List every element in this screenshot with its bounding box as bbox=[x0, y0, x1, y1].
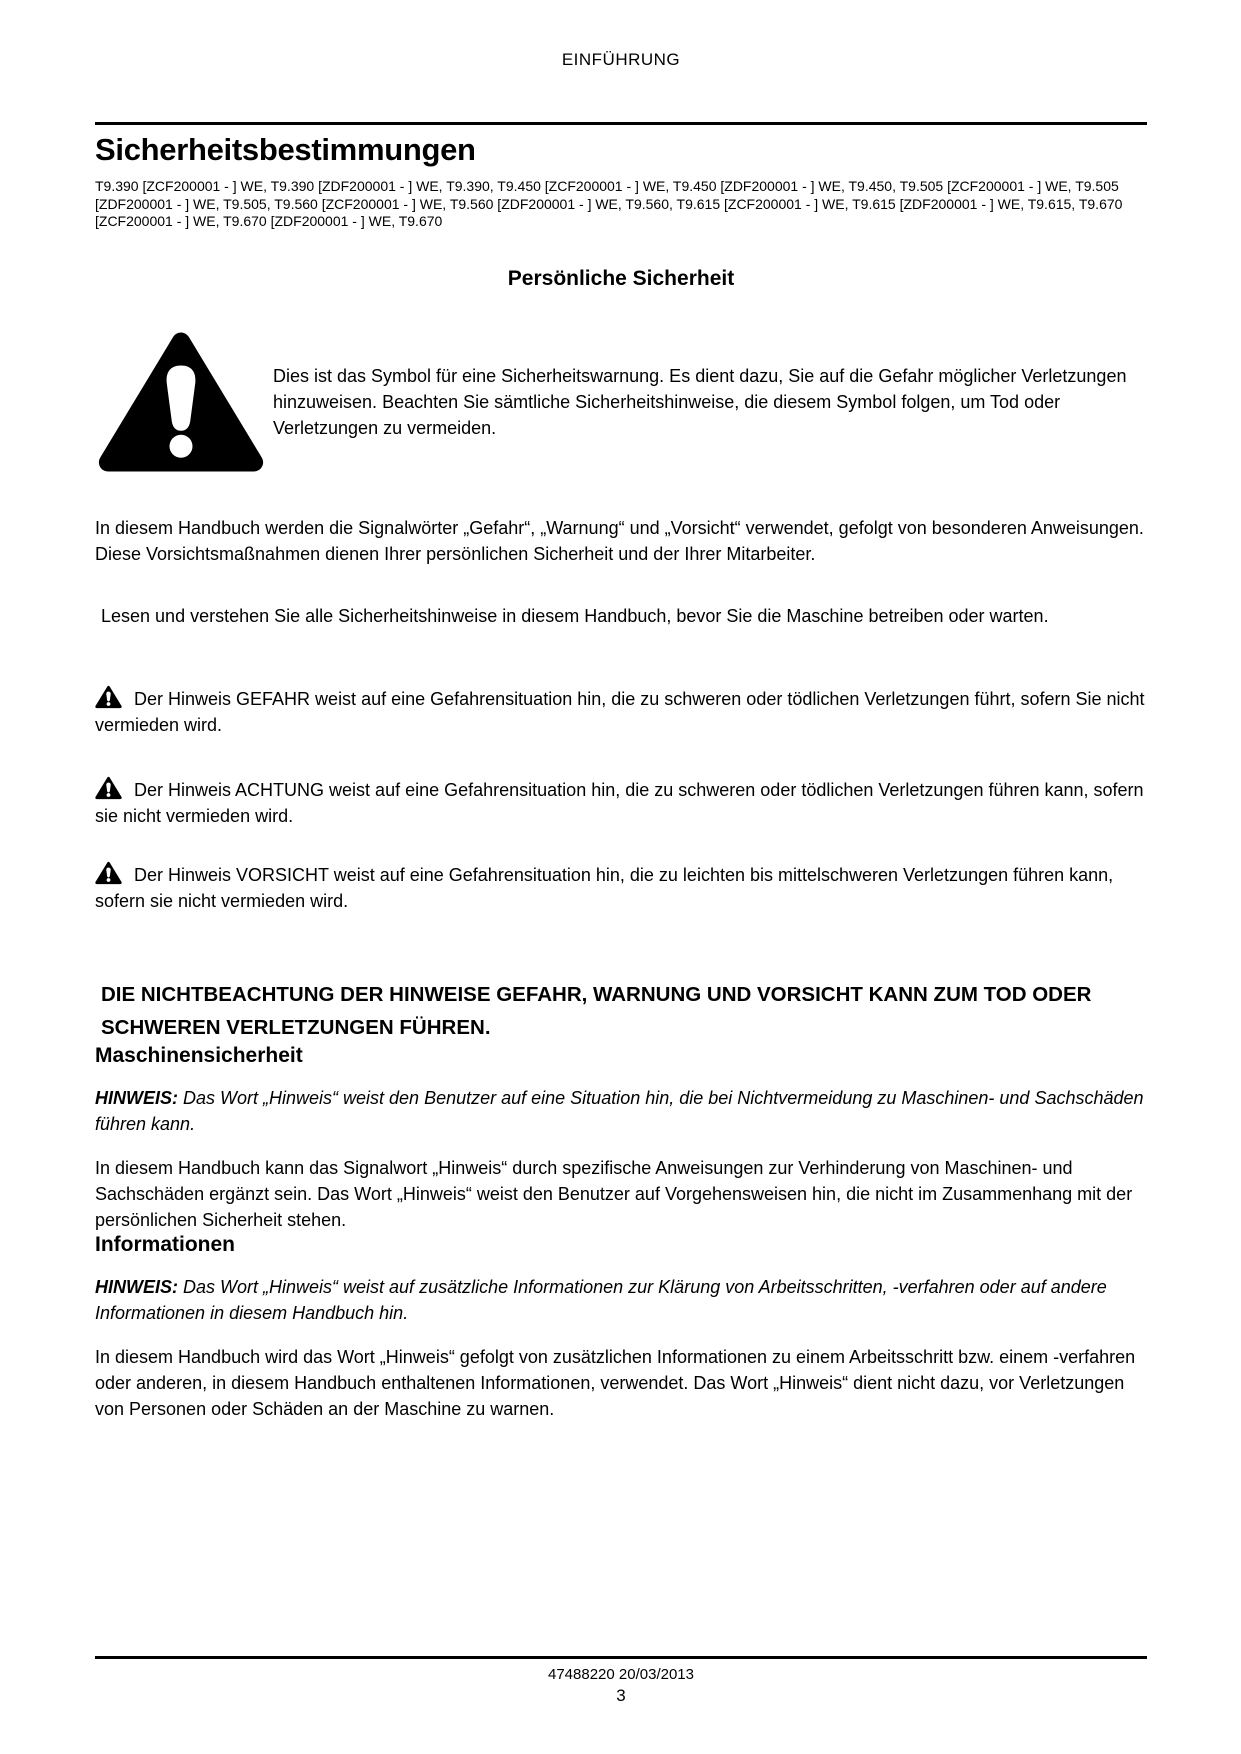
danger-note-text: Der Hinweis GEFAHR weist auf eine Gefahrensituation hin, die zu schweren oder tödlichen Verletzungen führt, sofern Sie nicht vermieden wird. bbox=[95, 688, 1145, 735]
machine-safety-paragraph: In diesem Handbuch kann das Signalwort „Hinweis“ durch spezifische Anweisungen zur Verhinderung von Maschinen- und Sachschäden ergänzt sein. Das Wort „Hinweis“ weist den Benutzer auf Vorgehensweisen hin, die nicht im Zusammenhang mit der persönlichen Sicherheit stehen. bbox=[95, 1157, 1133, 1230]
warning-triangle-icon bbox=[95, 329, 273, 475]
warning-note bbox=[95, 776, 1147, 829]
machine-safety-notice bbox=[95, 1085, 1147, 1137]
notice-label: HINWEIS: bbox=[95, 1087, 178, 1108]
warning-note-text: Der Hinweis ACHTUNG weist auf eine Gefahrensituation hin, die zu schweren oder tödlichen Verletzungen führen kann, sofern sie nicht vermieden wird. bbox=[95, 779, 1144, 826]
model-list: T9.390 [ZCF200001 - ] WE, T9.390 [ZDF200001 - ] WE, T9.390, T9.450 [ZCF200001 - ] WE, T9.450 [ZDF200001 - ] WE, T9.450, T9.505 [ZCF200001 - ] WE, T9.505 [ZDF200001 - ] WE, T9.505, T9.560 [ZCF200001 - ] WE, T9.560 [ZDF200001 - ] WE, T9.560, T9.615 [ZCF200001 - ] WE, T9.615 [ZDF200001 - ] WE, T9.615, T9.670 [ZCF200001 - ] WE, T9.670 [ZDF200001 - ] WE, T9.670 bbox=[95, 178, 1123, 229]
footer-rule bbox=[95, 1656, 1147, 1659]
safety-alert-block bbox=[95, 329, 1147, 475]
information-notice bbox=[95, 1274, 1147, 1326]
page-footer bbox=[95, 1656, 1147, 1706]
header-rule bbox=[95, 122, 1147, 125]
caution-note bbox=[95, 861, 1147, 914]
warning-triangle-icon bbox=[95, 865, 134, 885]
notice-text: Das Wort „Hinweis“ weist auf zusätzliche Informationen zur Klärung von Arbeitsschritten, -verfahren oder auf andere Informationen in diesem Handbuch hin. bbox=[95, 1276, 1107, 1323]
danger-note bbox=[95, 685, 1147, 738]
signal-words-paragraph: In diesem Handbuch werden die Signalwörter „Gefahr“, „Warnung“ und „Vorsicht“ verwendet, gefolgt von besonderen Anweisungen. Diese Vorsichtsmaßnahmen dienen Ihrer persönlichen Sicherheit und der Ihrer Mitarbeiter. bbox=[95, 517, 1144, 564]
warning-statement: DIE NICHTBEACHTUNG DER HINWEISE GEFAHR, WARNUNG UND VORSICHT KANN ZUM TOD ODER SCHWEREN VERLETZUNGEN FÜHREN. bbox=[101, 982, 1092, 1039]
section-heading-information: Informationen bbox=[95, 1232, 235, 1256]
information-paragraph: In diesem Handbuch wird das Wort „Hinweis“ gefolgt von zusätzlichen Informationen zu einem Arbeitsschritt bzw. einem -verfahren oder anderen, in diesem Handbuch enthaltenen Informationen, verwendet. Das Wort „Hinweis“ dient nicht dazu, vor Verletzungen von Personen oder Schäden an der Maschine zu warnen. bbox=[95, 1346, 1136, 1419]
safety-symbol-paragraph: Dies ist das Symbol für eine Sicherheitswarnung. Es dient dazu, Sie auf die Gefahr möglicher Verletzungen hinzuweisen. Beachten Sie sämtliche Sicherheitshinweise, die diesem Symbol folgen, um Tod oder Verletzungen zu vermeiden. bbox=[273, 365, 1127, 438]
running-header: EINFÜHRUNG bbox=[561, 50, 681, 69]
section-heading-machine-safety: Maschinensicherheit bbox=[95, 1043, 303, 1067]
read-instructions-paragraph: Lesen und verstehen Sie alle Sicherheitshinweise in diesem Handbuch, bevor Sie die Maschine betreiben oder warten. bbox=[101, 605, 1049, 626]
section-heading-personal-safety: Persönliche Sicherheit bbox=[507, 266, 735, 290]
caution-note-text: Der Hinweis VORSICHT weist auf eine Gefahrensituation hin, die zu leichten bis mittelschweren Verletzungen führen kann, sofern sie nicht vermieden wird. bbox=[95, 864, 1114, 911]
doc-reference: 47488220 20/03/2013 bbox=[548, 1666, 694, 1683]
page-number: 3 bbox=[616, 1686, 626, 1705]
warning-triangle-icon bbox=[95, 780, 134, 800]
notice-label: HINWEIS: bbox=[95, 1276, 178, 1297]
warning-triangle-icon bbox=[95, 689, 134, 709]
notice-text: Das Wort „Hinweis“ weist den Benutzer auf eine Situation hin, die bei Nichtvermeidung zu Maschinen- und Sachschäden führen kann. bbox=[95, 1087, 1144, 1134]
page-title: Sicherheitsbestimmungen bbox=[95, 132, 476, 167]
